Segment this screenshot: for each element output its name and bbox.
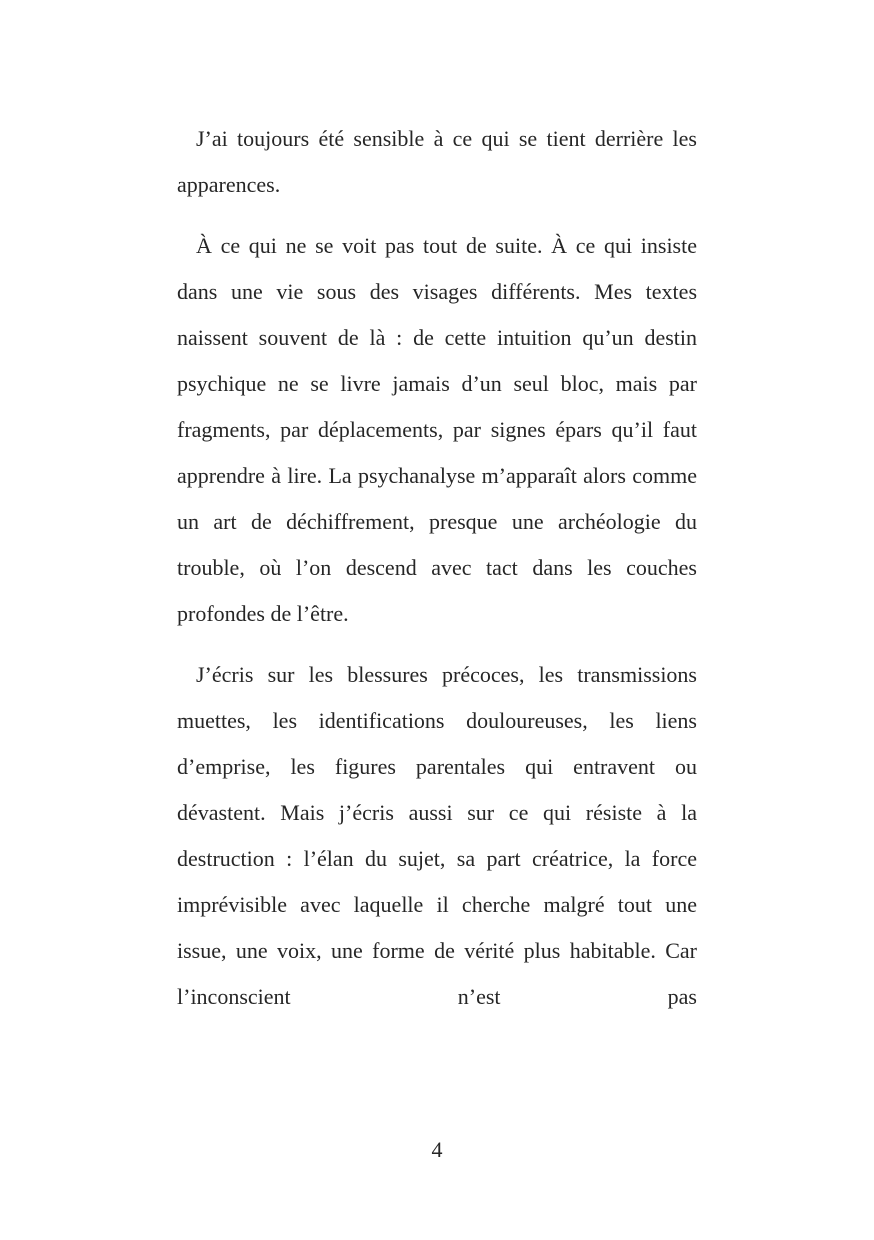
paragraph: J’écris sur les blessures précoces, les transmissions muettes, les identifications douloureuses, les liens d’emprise, les figures parentales qui entravent ou dévastent. Mais j’écris aussi sur ce qui résiste à la destruction : l’élan du sujet, sa part créatrice, la force imprévisible avec laquelle il cherche malgré tout une issue, une voix, une forme de vérité plus habitable. Car l’inconscient n’est pas	[177, 662, 697, 1009]
page-number: 4	[431, 1137, 443, 1162]
paragraph: J’ai toujours été sensible à ce qui se tient derrière les apparences.	[177, 126, 697, 197]
page-text	[177, 116, 697, 1020]
paragraph: À ce qui ne se voit pas tout de suite. À ce qui insiste dans une vie sous des visages différents. Mes textes naissent souvent de là : de cette intuition qu’un destin psychique ne se livre jamais d’un seul bloc, mais par fragments, par déplacements, par signes épars qu’il faut apprendre à lire. La psychanalyse m’apparaît alors comme un art de déchiffrement, presque une archéologie du trouble, où l’on descend avec tact dans les couches profondes de l’être.	[177, 233, 697, 626]
